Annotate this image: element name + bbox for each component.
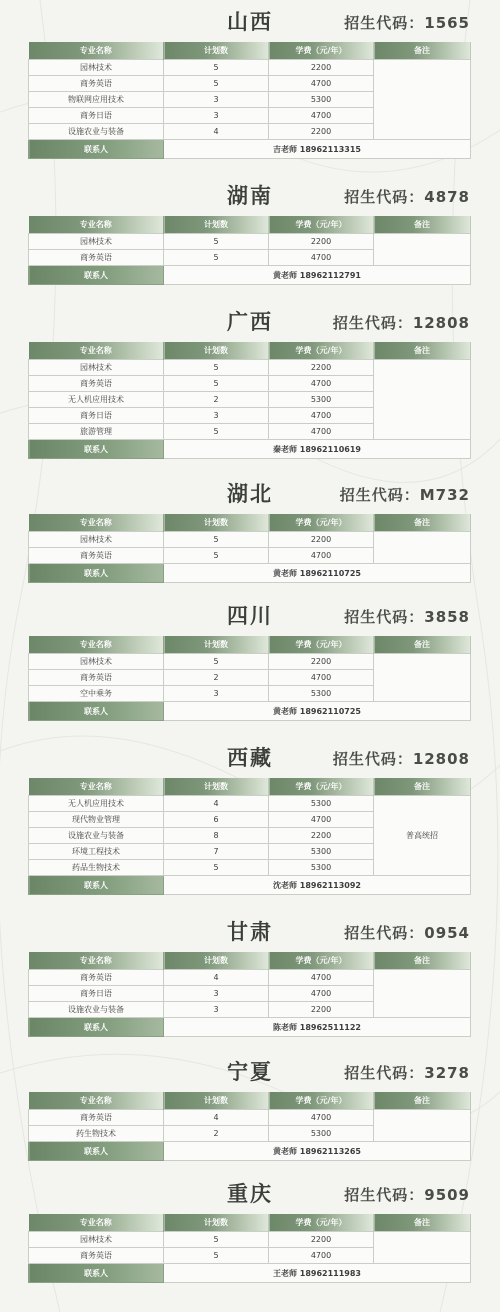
contact-label: 联系人	[29, 440, 164, 459]
province-title: 湖北	[227, 482, 273, 506]
plan-cell: 8	[164, 828, 269, 844]
note-cell	[374, 970, 471, 1018]
contact-label: 联系人	[29, 702, 164, 721]
major-cell: 环境工程技术	[29, 844, 164, 860]
province-title: 西藏	[227, 746, 273, 770]
section-header	[0, 178, 500, 212]
header-note: 备注	[374, 1092, 471, 1110]
plan-cell: 3	[164, 108, 269, 124]
header-major: 专业名称	[29, 1092, 164, 1110]
section-header	[0, 598, 500, 632]
header-fee: 学费（元/年）	[269, 42, 374, 60]
table-header-row	[29, 952, 471, 970]
table-row	[29, 1232, 471, 1248]
contact-row	[29, 140, 471, 159]
fee-cell: 4700	[269, 970, 374, 986]
header-major: 专业名称	[29, 952, 164, 970]
header-plan: 计划数	[164, 1092, 269, 1110]
plan-cell: 4	[164, 124, 269, 140]
table-header-row	[29, 1092, 471, 1110]
enrollment-code: 招生代码：12808	[332, 314, 470, 332]
table-row	[29, 796, 471, 812]
major-cell: 商务英语	[29, 1110, 164, 1126]
fee-cell: 4700	[269, 1248, 374, 1264]
table-row	[29, 532, 471, 548]
contact-label: 联系人	[29, 1018, 164, 1037]
plan-cell: 5	[164, 60, 269, 76]
plan-cell: 3	[164, 986, 269, 1002]
enrollment-code: 招生代码：0954	[344, 924, 470, 942]
major-cell: 商务英语	[29, 670, 164, 686]
province-title: 重庆	[227, 1182, 273, 1206]
note-cell	[374, 60, 471, 140]
province-section	[0, 1054, 500, 1156]
header-fee: 学费（元/年）	[269, 778, 374, 796]
plan-cell: 7	[164, 844, 269, 860]
section-header	[0, 476, 500, 510]
admission-table	[28, 216, 471, 285]
major-cell: 商务日语	[29, 408, 164, 424]
header-plan: 计划数	[164, 952, 269, 970]
fee-cell: 2200	[269, 360, 374, 376]
enrollment-code: 招生代码：3278	[344, 1064, 470, 1082]
major-cell: 物联网应用技术	[29, 92, 164, 108]
contact-row	[29, 876, 471, 895]
header-plan: 计划数	[164, 42, 269, 60]
contact-label: 联系人	[29, 140, 164, 159]
header-plan: 计划数	[164, 216, 269, 234]
contact-info: 王老师 18962111983	[164, 1264, 471, 1283]
fee-cell: 2200	[269, 1232, 374, 1248]
fee-cell: 4700	[269, 250, 374, 266]
header-major: 专业名称	[29, 216, 164, 234]
plan-cell: 4	[164, 796, 269, 812]
province-section	[0, 1176, 500, 1278]
admission-table	[28, 514, 471, 583]
admission-table	[28, 342, 471, 459]
fee-cell: 2200	[269, 60, 374, 76]
contact-info: 秦老师 18962110619	[164, 440, 471, 459]
province-section	[0, 304, 500, 454]
province-section	[0, 4, 500, 154]
plan-cell: 4	[164, 970, 269, 986]
fee-cell: 2200	[269, 1002, 374, 1018]
major-cell: 无人机应用技术	[29, 392, 164, 408]
province-title: 山西	[227, 10, 273, 34]
section-header	[0, 914, 500, 948]
header-plan: 计划数	[164, 636, 269, 654]
fee-cell: 4700	[269, 812, 374, 828]
plan-cell: 5	[164, 548, 269, 564]
header-plan: 计划数	[164, 778, 269, 796]
section-header	[0, 740, 500, 774]
header-plan: 计划数	[164, 342, 269, 360]
major-cell: 设施农业与装备	[29, 124, 164, 140]
fee-cell: 2200	[269, 654, 374, 670]
plan-cell: 5	[164, 250, 269, 266]
fee-cell: 4700	[269, 108, 374, 124]
table-header-row	[29, 42, 471, 60]
admission-table	[28, 1092, 471, 1161]
table-header-row	[29, 636, 471, 654]
enrollment-code: 招生代码：M732	[339, 486, 470, 504]
province-section	[0, 598, 500, 716]
header-note: 备注	[374, 216, 471, 234]
section-header	[0, 1054, 500, 1088]
plan-cell: 5	[164, 860, 269, 876]
note-cell: 普高统招	[374, 796, 471, 876]
plan-cell: 5	[164, 1232, 269, 1248]
header-major: 专业名称	[29, 514, 164, 532]
major-cell: 园林技术	[29, 234, 164, 250]
header-note: 备注	[374, 514, 471, 532]
plan-cell: 3	[164, 92, 269, 108]
fee-cell: 4700	[269, 424, 374, 440]
note-cell	[374, 1232, 471, 1264]
fee-cell: 5300	[269, 796, 374, 812]
contact-label: 联系人	[29, 1264, 164, 1283]
enrollment-code: 招生代码：12808	[332, 750, 470, 768]
plan-cell: 5	[164, 76, 269, 92]
contact-row	[29, 1264, 471, 1283]
header-fee: 学费（元/年）	[269, 514, 374, 532]
plan-cell: 2	[164, 670, 269, 686]
contact-row	[29, 1018, 471, 1037]
fee-cell: 5300	[269, 392, 374, 408]
header-fee: 学费（元/年）	[269, 636, 374, 654]
contact-row	[29, 564, 471, 583]
plan-cell: 2	[164, 1126, 269, 1142]
header-plan: 计划数	[164, 514, 269, 532]
header-major: 专业名称	[29, 342, 164, 360]
fee-cell: 2200	[269, 532, 374, 548]
major-cell: 空中乘务	[29, 686, 164, 702]
province-title: 甘肃	[227, 920, 273, 944]
header-note: 备注	[374, 636, 471, 654]
plan-cell: 2	[164, 392, 269, 408]
table-row	[29, 360, 471, 376]
province-title: 四川	[227, 604, 273, 628]
header-note: 备注	[374, 778, 471, 796]
plan-cell: 5	[164, 234, 269, 250]
table-header-row	[29, 216, 471, 234]
province-title: 广西	[227, 310, 273, 334]
fee-cell: 4700	[269, 408, 374, 424]
fee-cell: 5300	[269, 844, 374, 860]
plan-cell: 5	[164, 532, 269, 548]
admission-table	[28, 1214, 471, 1283]
note-cell	[374, 360, 471, 440]
contact-info: 陈老师 18962511122	[164, 1018, 471, 1037]
major-cell: 园林技术	[29, 60, 164, 76]
table-row	[29, 1110, 471, 1126]
plan-cell: 6	[164, 812, 269, 828]
admission-table	[28, 778, 471, 895]
header-note: 备注	[374, 952, 471, 970]
province-title: 宁夏	[227, 1060, 273, 1084]
major-cell: 现代物业管理	[29, 812, 164, 828]
major-cell: 旅游管理	[29, 424, 164, 440]
major-cell: 商务英语	[29, 970, 164, 986]
header-note: 备注	[374, 42, 471, 60]
contact-info: 吉老师 18962113315	[164, 140, 471, 159]
contact-row	[29, 702, 471, 721]
header-fee: 学费（元/年）	[269, 1214, 374, 1232]
plan-cell: 3	[164, 1002, 269, 1018]
header-major: 专业名称	[29, 778, 164, 796]
admission-table	[28, 42, 471, 159]
plan-cell: 5	[164, 424, 269, 440]
major-cell: 药品生物技术	[29, 860, 164, 876]
fee-cell: 2200	[269, 124, 374, 140]
header-major: 专业名称	[29, 42, 164, 60]
contact-label: 联系人	[29, 564, 164, 583]
fee-cell: 4700	[269, 548, 374, 564]
header-plan: 计划数	[164, 1214, 269, 1232]
section-header	[0, 1176, 500, 1210]
plan-cell: 5	[164, 360, 269, 376]
note-cell	[374, 532, 471, 564]
fee-cell: 5300	[269, 1126, 374, 1142]
major-cell: 园林技术	[29, 654, 164, 670]
major-cell: 商务日语	[29, 108, 164, 124]
province-section	[0, 178, 500, 280]
province-section	[0, 476, 500, 578]
plan-cell: 5	[164, 654, 269, 670]
fee-cell: 2200	[269, 828, 374, 844]
major-cell: 商务日语	[29, 986, 164, 1002]
table-row	[29, 234, 471, 250]
header-note: 备注	[374, 342, 471, 360]
admission-table	[28, 636, 471, 721]
contact-info: 沈老师 18962113092	[164, 876, 471, 895]
section-header	[0, 4, 500, 38]
contact-label: 联系人	[29, 876, 164, 895]
header-fee: 学费（元/年）	[269, 342, 374, 360]
major-cell: 园林技术	[29, 360, 164, 376]
enrollment-code: 招生代码：1565	[344, 14, 470, 32]
fee-cell: 4700	[269, 1110, 374, 1126]
table-header-row	[29, 778, 471, 796]
major-cell: 商务英语	[29, 76, 164, 92]
province-section	[0, 740, 500, 890]
fee-cell: 2200	[269, 234, 374, 250]
fee-cell: 5300	[269, 92, 374, 108]
enrollment-code: 招生代码：9509	[344, 1186, 470, 1204]
contact-row	[29, 1142, 471, 1161]
contact-info: 黄老师 18962110725	[164, 564, 471, 583]
header-note: 备注	[374, 1214, 471, 1232]
table-header-row	[29, 342, 471, 360]
plan-cell: 5	[164, 1248, 269, 1264]
major-cell: 商务英语	[29, 376, 164, 392]
fee-cell: 4700	[269, 376, 374, 392]
plan-cell: 4	[164, 1110, 269, 1126]
contact-row	[29, 266, 471, 285]
admission-table	[28, 952, 471, 1037]
major-cell: 商务英语	[29, 1248, 164, 1264]
fee-cell: 5300	[269, 686, 374, 702]
major-cell: 无人机应用技术	[29, 796, 164, 812]
contact-info: 黄老师 18962110725	[164, 702, 471, 721]
fee-cell: 4700	[269, 76, 374, 92]
plan-cell: 3	[164, 408, 269, 424]
header-fee: 学费（元/年）	[269, 1092, 374, 1110]
section-header	[0, 304, 500, 338]
plan-cell: 5	[164, 376, 269, 392]
table-header-row	[29, 1214, 471, 1232]
major-cell: 设施农业与装备	[29, 828, 164, 844]
note-cell	[374, 234, 471, 266]
fee-cell: 4700	[269, 986, 374, 1002]
major-cell: 商务英语	[29, 548, 164, 564]
enrollment-code: 招生代码：4878	[344, 188, 470, 206]
plan-cell: 3	[164, 686, 269, 702]
contact-info: 黄老师 18962112791	[164, 266, 471, 285]
note-cell	[374, 1110, 471, 1142]
contact-label: 联系人	[29, 266, 164, 285]
fee-cell: 5300	[269, 860, 374, 876]
major-cell: 商务英语	[29, 250, 164, 266]
header-major: 专业名称	[29, 636, 164, 654]
table-row	[29, 970, 471, 986]
contact-info: 黄老师 18962113265	[164, 1142, 471, 1161]
province-title: 湖南	[227, 184, 273, 208]
table-row	[29, 60, 471, 76]
contact-row	[29, 440, 471, 459]
table-header-row	[29, 514, 471, 532]
fee-cell: 4700	[269, 670, 374, 686]
header-fee: 学费（元/年）	[269, 952, 374, 970]
note-cell	[374, 654, 471, 702]
major-cell: 药生物技术	[29, 1126, 164, 1142]
table-row	[29, 654, 471, 670]
major-cell: 园林技术	[29, 1232, 164, 1248]
enrollment-code: 招生代码：3858	[344, 608, 470, 626]
major-cell: 设施农业与装备	[29, 1002, 164, 1018]
province-section	[0, 914, 500, 1032]
major-cell: 园林技术	[29, 532, 164, 548]
header-major: 专业名称	[29, 1214, 164, 1232]
contact-label: 联系人	[29, 1142, 164, 1161]
header-fee: 学费（元/年）	[269, 216, 374, 234]
